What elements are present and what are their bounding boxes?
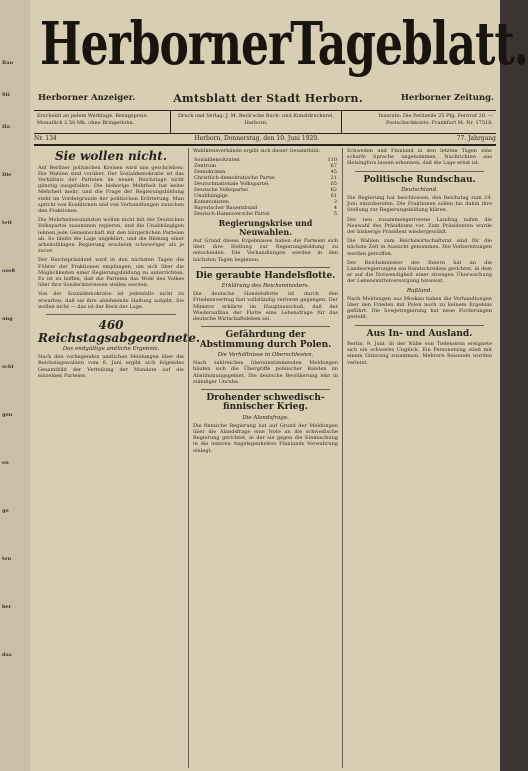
article-paragraph: Der Reichspräsident wird in den nächsten Tagen die Führer der Fraktionen empfangen, um sich über die Möglichkeiten einer Regierungsbildung zu unterrichten. Es ist zu hoffen, daß die Parteien das Wohl des Volkes über ihre Sonderinteressen stellen werden. xyxy=(38,257,184,289)
article-subheadline: Die Alandsfrage. xyxy=(242,414,289,421)
article-paragraph: Der Reichsminister des Innern hat an die Landesregierungen ein Rundschreiben gerichtet, in dem er auf die Notwendigkeit einer strengen Überwachung der Lebensmittelversorgung hinweist. xyxy=(347,259,492,285)
article-subheadline: Erklärung des Reichsministers. xyxy=(221,283,310,290)
subtitle-center: Amtsblatt der Stadt Herborn. xyxy=(173,91,363,105)
binding-fragment: ten xyxy=(2,556,12,562)
article-columns xyxy=(34,148,496,768)
newspaper-page xyxy=(30,0,528,771)
title-right: Tageblatt. xyxy=(290,9,528,79)
seat-count: 62 xyxy=(330,187,337,194)
divider xyxy=(46,314,176,315)
seat-row xyxy=(193,211,338,217)
advertising-info: Inserate: Die Petitzeile 25 Pfg. Fernruf 20. — Postscheckkonto: Frankfurt M. Nr. 17518. xyxy=(378,113,493,126)
party-name: Bayerischer Bauernbund xyxy=(194,205,258,212)
binding-fragment: Ha xyxy=(2,124,10,130)
binding-fragment: tett xyxy=(2,220,13,226)
article-paragraph: Nach Meldungen aus Moskau haben die Verhandlungen über den Frieden mit Polen noch zu keinem Ergebnis geführt. Die Sowjetregierung hat neue Forderungen gestellt. xyxy=(347,295,492,321)
seat-count: 4 xyxy=(333,205,337,212)
subtitle-row xyxy=(38,90,494,106)
binding-fragment: ung xyxy=(2,316,13,322)
party-name: Deutsche Volkspartei xyxy=(194,187,248,194)
title-left: Herborner xyxy=(40,9,291,79)
divider xyxy=(201,267,330,268)
article-subheadline: Das endgültige amtliche Ergebnis. xyxy=(62,346,160,353)
party-name: Sozialdemokraten xyxy=(194,157,240,164)
article-headline: Drohender schwedisch-finnischer Krieg. xyxy=(206,392,325,413)
article-paragraph: Nach den vorliegenden amtlichen Meldungen über die Reichstagswahlen vom 6. Juni ergibt sich folgendes Gesamtbild der Verteilung der Mandate auf die einzelnen Parteien. xyxy=(38,354,184,379)
article-headline: Regierungskrise und Neuwahlen. xyxy=(218,218,313,237)
article-headline: Politische Rundschau. xyxy=(363,174,476,185)
seat-count: 5 xyxy=(333,211,337,218)
binding-fragment: en xyxy=(2,460,9,466)
subtitle-left: Herborner Anzeiger. xyxy=(38,93,136,103)
column-2 xyxy=(188,148,342,768)
party-name: Deutsch-Hannoversche Partei xyxy=(194,211,270,218)
dateline-row xyxy=(34,133,496,146)
seat-table xyxy=(193,157,338,217)
subtitle-right: Herborner Zeitung. xyxy=(400,93,494,103)
seat-count: 2 xyxy=(333,199,337,206)
issue-number: Nr. 134 xyxy=(34,135,57,142)
article-headline: 460 Reichstagsabgeordnete. xyxy=(38,318,201,345)
party-name: Demokraten xyxy=(194,169,226,176)
article-paragraph: Nach zahlreichen übereinstimmenden Meldungen häufen sich die Übergriffe polnischer Banden im Abstimmungsgebiet. Die deutsche Bevölkerung lebt in ständiger Unruhe. xyxy=(193,360,338,385)
seat-count: 110 xyxy=(327,157,337,164)
party-name: Zentrum xyxy=(194,163,217,170)
article-headline: Gefährdung der Abstimmung durch Polen. xyxy=(199,330,332,350)
masthead-title xyxy=(40,8,528,82)
seat-count: 45 xyxy=(330,169,337,176)
adjacent-page-binding xyxy=(0,0,31,771)
binding-fragment: Die xyxy=(2,172,12,178)
article-paragraph: Auf Berliner politischen Kreisen wird uns geschrieben: Die Wahlen sind vorüber. Der Sozialdemokratie ist das Verhältnis der Parteien im neuen Reichstage nicht günstig ausgefallen. Die bisherige Mehrheit hat keine Mehrheit mehr, und die Frage der Regierungsbildung steht im Vordergrunde der politischen Erörterung. Man spricht von Koalitionen und von Verhandlungen zwischen den Fraktionen. xyxy=(38,164,184,215)
divider xyxy=(355,171,484,172)
article-headline: Aus In- und Ausland. xyxy=(366,328,473,339)
article-subheadline: Deutschland. xyxy=(401,187,438,194)
subscription-info: Erscheint an jedem Werktage. Bezugspreis: Monatlich 2.50 Mk. ohne Bringerlohn. xyxy=(37,113,148,126)
party-name: Deutschnationale Volkspartei xyxy=(194,181,269,188)
binding-fragment: scht xyxy=(2,364,14,370)
binding-fragment: gen xyxy=(2,412,13,418)
article-paragraph: Die Wahlen zum Reichswirtschaftsrat sind für die nächste Zeit in Aussicht genommen. Die Vorbereitungen werden getroffen. xyxy=(347,238,492,257)
publication-info xyxy=(34,110,496,134)
article-headline: Sie wollen nicht. xyxy=(54,149,168,163)
volume: 77. Jahrgang xyxy=(456,135,496,142)
binding-fragment: Sti xyxy=(2,92,10,98)
party-name: Unabhängige xyxy=(194,193,228,200)
publisher-info: Druck und Verlag: J. M. Beck'sche Buch- und Kunstdruckerei, Herborn. xyxy=(170,111,342,133)
divider xyxy=(355,325,484,326)
article-subheadline: Rußland. xyxy=(406,287,433,294)
dateline: Herborn, Donnerstag, den 10. Juni 1920. xyxy=(194,135,320,142)
binding-fragment: ozeß xyxy=(2,268,16,274)
article-paragraph: Der neu zusammengetretene Landtag nahm die Neuwahl des Präsidiums vor. Zum Präsidenten wurde der bisherige Präsident wiedergewählt. xyxy=(347,216,492,236)
article-headline: Die geraubte Handelsflotte. xyxy=(195,270,336,281)
article-paragraph: Die Mehrheitssozialisten wollen nicht mit der Deutschen Volkspartei zusammen regieren, und die Unabhängigen lehnen jede Gemeinschaft mit den bürgerlichen Parteien ab. So bleibt die Lage ungeklärt, und die Bildung einer arbeitsfähigen Regierung erscheint schwieriger als je zuvor. xyxy=(38,217,184,255)
divider xyxy=(201,389,330,390)
binding-fragment: ge xyxy=(2,508,9,514)
article-paragraph: Die Regierung hat beschlossen, den Reichstag zum 24. Juni einzuberufen. Die Fraktionen sollen bis dahin ihre Stellung zur Regierungsbildung klären. xyxy=(347,195,492,214)
article-paragraph: Auf Grund dieses Ergebnisses haben die Parteien sich über ihre Stellung zur Regierungsbildung zu entscheiden. Die Verhandlungen werden in den nächsten Tagen beginnen. xyxy=(193,237,338,263)
seat-count: 65 xyxy=(330,181,337,188)
article-paragraph: Berlin, 9. Juni. In der Nähe von Tiefenstein ereignete sich ein schweres Unglück. Ein Personenzug stieß mit einem Güterzug zusammen. Mehrere Reisende wurden verletzt. xyxy=(347,340,492,366)
seat-count: 21 xyxy=(330,175,337,182)
article-paragraph: Die deutsche Handelsflotte ist durch den Friedensvertrag fast vollständig verloren gegangen. Der Minister erklärte im Hauptausschuß, daß der Wiederaufbau der Flotte eine Lebensfrage für das deutsche Wirtschaftsleben sei. xyxy=(193,291,338,323)
article-paragraph: Die finnische Regierung hat auf Grund der Meldungen über die Alandsfrage eine Note an die schwedische Regierung gerichtet, in der sie gegen die Einmischung in die inneren Angelegenheiten Finnlands Verwahrung einlegt. xyxy=(193,422,338,454)
party-name: Kommunisten xyxy=(194,199,229,206)
party-name: Christlich-demokratische Partei xyxy=(194,175,275,182)
seat-count: 67 xyxy=(330,163,337,170)
seat-count: 81 xyxy=(330,193,337,200)
article-paragraph: Schweden und Finnland in den letzten Tagen eine scharfe Sprache angenommen. Nachrichten aus Helsingfors lassen erkennen, daß die Lage ernst ist. xyxy=(347,148,492,167)
column-3 xyxy=(342,148,496,768)
binding-fragment: ber xyxy=(2,604,12,610)
masthead xyxy=(30,0,528,108)
binding-fragment: das xyxy=(2,652,12,658)
article-paragraph: Von der Sozialdemokratie ist jedenfalls nicht zu erwarten, daß sie ihre ablehnende Haltung aufgibt. Sie wollen nicht — das ist der Kern der Lage. xyxy=(38,291,184,310)
divider xyxy=(201,326,330,327)
article-paragraph: Wahlkreisverbände ergibt sich dieser Gesamtbild: xyxy=(193,148,320,154)
article-subheadline: Die Verhältnisse in Oberschlesien. xyxy=(217,352,314,359)
column-1 xyxy=(34,148,201,768)
binding-fragment: Bau xyxy=(2,60,14,66)
